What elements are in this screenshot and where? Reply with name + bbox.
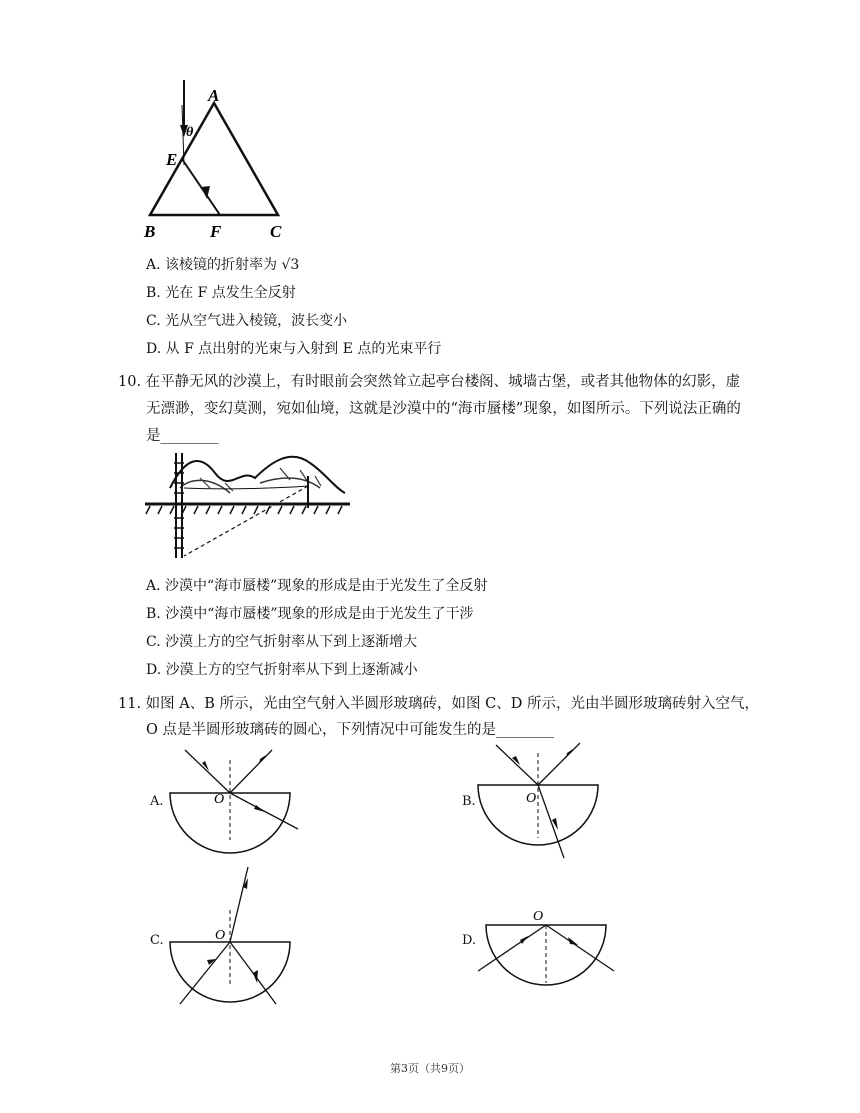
q11-figure-a-label: A. xyxy=(150,794,164,809)
page-footer: 第3页（共9页） xyxy=(390,1062,470,1075)
q10-option-d: D. 沙漠上方的空气折射率从下到上逐渐减小 xyxy=(146,662,418,678)
label-B: B xyxy=(144,222,156,241)
q11-figure-b-label: B. xyxy=(462,794,476,809)
q11-figure-c xyxy=(160,862,310,1010)
q11-line-2: O 点是半圆形玻璃砖的圆心，下列情况中可能发生的是________ xyxy=(146,722,554,738)
q10-line-3: 是________ xyxy=(146,428,219,444)
q10-option-b: B. 沙漠中“海市蜃楼”现象的形成是由于光发生了干涉 xyxy=(146,606,474,622)
q9-option-a: A. 该棱镜的折射率为 √3 xyxy=(146,257,300,273)
q11-d-center-O: O xyxy=(533,909,544,924)
prism-figure xyxy=(140,75,300,245)
q10-option-c: C. 沙漠上方的空气折射率从下到上逐渐增大 xyxy=(146,634,418,650)
label-A: A xyxy=(208,86,220,105)
label-theta: θ xyxy=(186,125,194,140)
q10-line-2: 无漂渺，变幻莫测，宛如仙境，这就是沙漠中的“海市蜃楼”现象，如图所示。下列说法正确的 xyxy=(146,401,741,417)
label-F: F xyxy=(210,222,222,241)
q9-option-b: B. 光在 F 点发生全反射 xyxy=(146,285,296,301)
q11-figure-d xyxy=(472,905,622,990)
q9-option-c: C. 光从空气进入棱镜，波长变小 xyxy=(146,313,348,329)
label-C: C xyxy=(270,222,282,241)
q11-c-center-O: O xyxy=(215,928,226,943)
q11-figure-a xyxy=(160,745,310,860)
q9-option-d: D. 从 F 点出射的光束与入射到 E 点的光束平行 xyxy=(146,341,442,357)
q10-line-1: 10. 在平静无风的沙漠上，有时眼前会突然耸立起亭台楼阁、城墙古堡，或者其他物体的幻影，虚 xyxy=(118,374,741,390)
label-E: E xyxy=(166,150,178,169)
q11-figure-d-label: D. xyxy=(462,933,477,948)
q11-a-center-O: O xyxy=(214,792,225,807)
q10-option-a: A. 沙漠中“海市蜃楼”现象的形成是由于光发生了全反射 xyxy=(146,578,488,594)
q11-figure-b xyxy=(472,738,612,863)
q11-line-1: 11. 如图 A、B 所示，光由空气射入半圆形玻璃砖，如图 C、D 所示，光由半圆形玻璃砖射入空气， xyxy=(118,696,759,712)
mirage-figure xyxy=(140,448,355,563)
q11-b-center-O: O xyxy=(526,791,537,806)
q11-figure-c-label: C. xyxy=(150,933,164,948)
